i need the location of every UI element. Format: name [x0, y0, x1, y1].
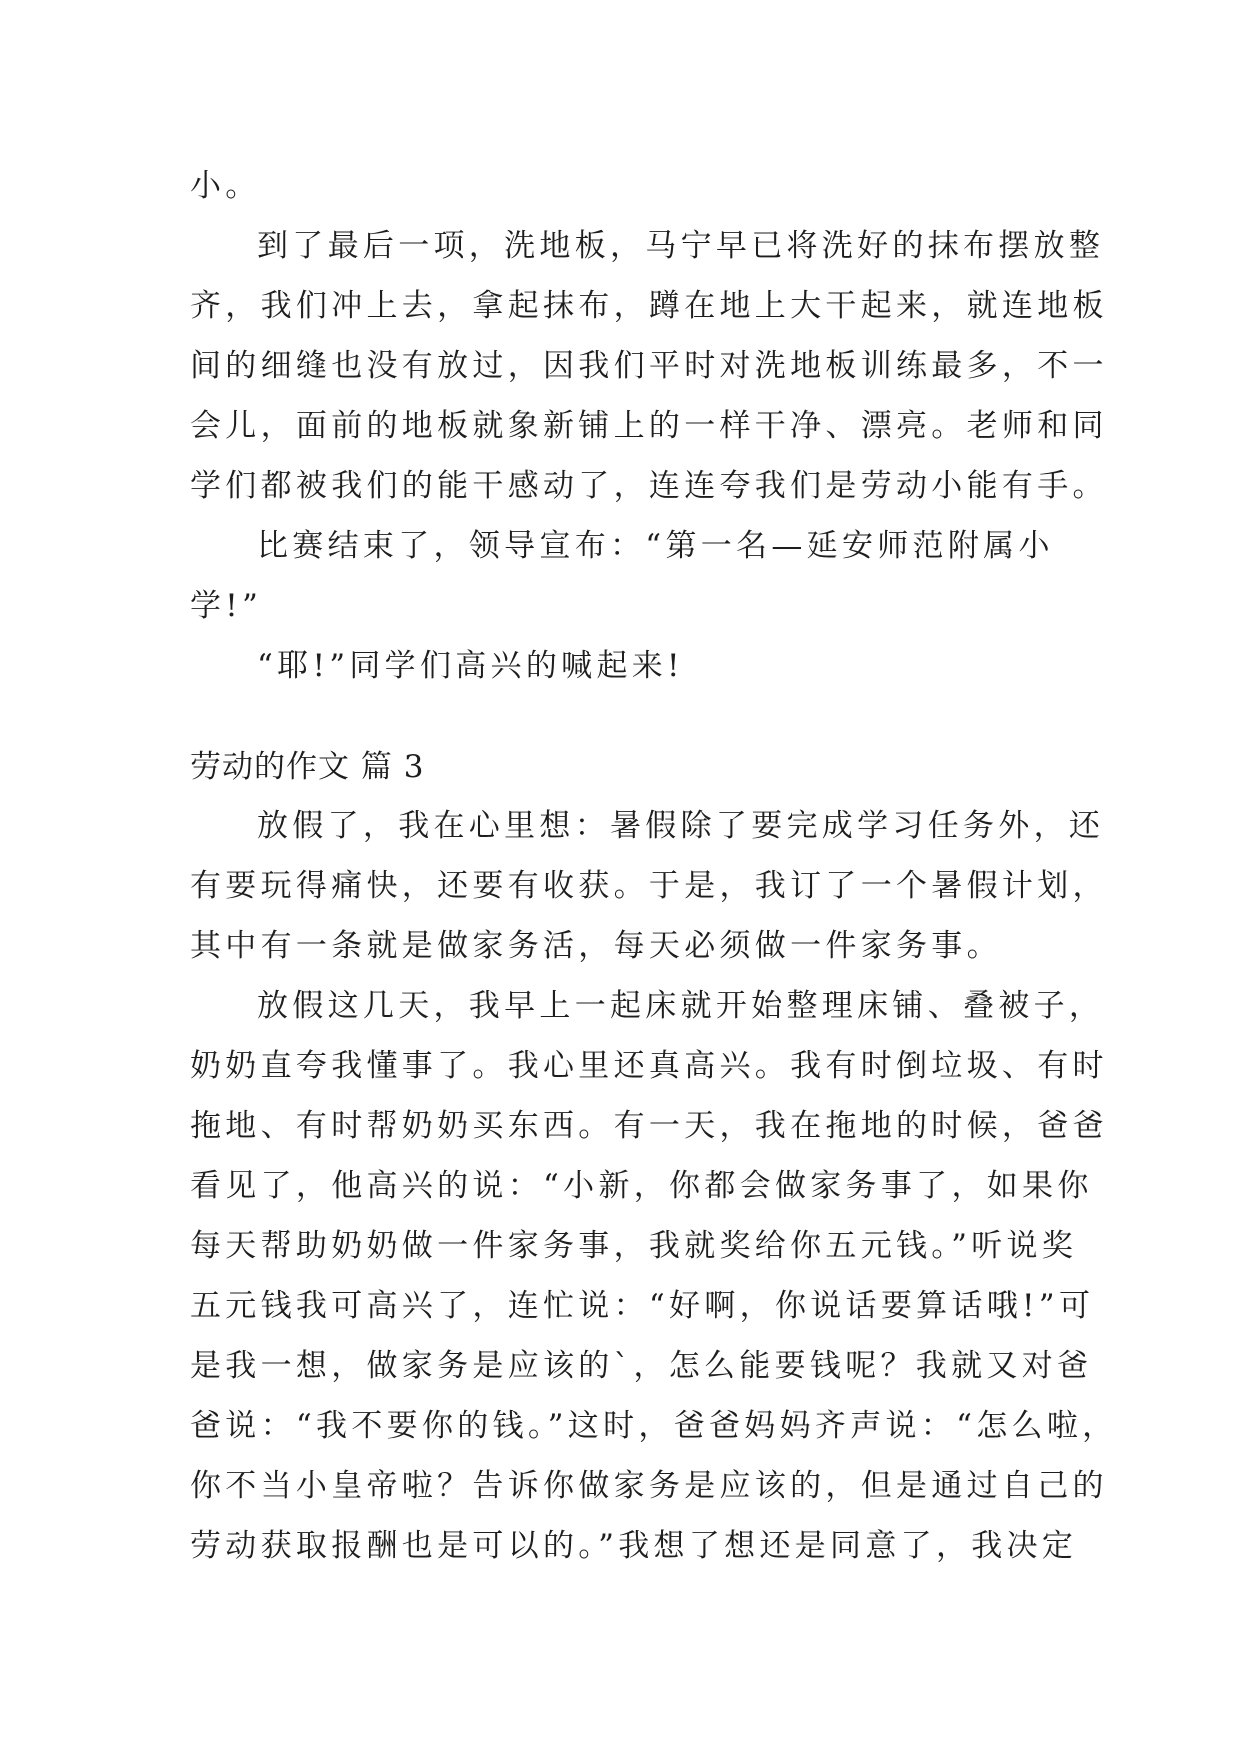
paragraph-start-line: 放假这几天，我早上一起床就开始整理床铺、叠被子， — [257, 988, 1105, 1024]
text-line: 学!” — [190, 588, 263, 624]
paragraph-start-line: “耶!”同学们高兴的喊起来! — [257, 648, 684, 684]
text-line: 劳动获取报酬也是可以的。”我想了想还是同意了，我决定 — [190, 1528, 1078, 1564]
text-line: 齐，我们冲上去，拿起抹布，蹲在地上大干起来，就连地板 — [190, 288, 1108, 324]
text-line: 有要玩得痛快，还要有收获。于是，我订了一个暑假计划， — [190, 868, 1108, 904]
text-line: 学们都被我们的能干感动了，连连夸我们是劳动小能有手。 — [190, 468, 1108, 504]
text-line: 拖地、有时帮奶奶买东西。有一天，我在拖地的时候，爸爸 — [190, 1108, 1108, 1144]
text-line: 其中有一条就是做家务活，每天必须做一件家务事。 — [190, 928, 1002, 964]
text-line: 每天帮助奶奶做一件家务事，我就奖给你五元钱。”听说奖 — [190, 1228, 1078, 1264]
paragraph-start-line: 放假了，我在心里想：暑假除了要完成学习任务外，还 — [257, 808, 1105, 844]
text-line: 是我一想，做家务是应该的`，怎么能要钱呢？我就又对爸 — [190, 1348, 1093, 1384]
section-heading: 劳动的作文 篇 3 — [190, 749, 425, 785]
text-line: 看见了，他高兴的说：“小新，你都会做家务事了，如果你 — [190, 1168, 1093, 1204]
text-line: 爸说：“我不要你的钱。”这时，爸爸妈妈齐声说：“怎么啦， — [190, 1408, 1118, 1444]
text-line: 奶奶直夸我懂事了。我心里还真高兴。我有时倒垃圾、有时 — [190, 1048, 1108, 1084]
text-line: 间的细缝也没有放过，因我们平时对洗地板训练最多，不一 — [190, 348, 1108, 384]
text-line: 小。 — [190, 168, 261, 204]
text-line: 五元钱我可高兴了，连忙说：“好啊，你说话要算话哦!”可 — [190, 1288, 1095, 1324]
text-line: 你不当小皇帝啦？告诉你做家务是应该的，但是通过自己的 — [190, 1468, 1108, 1504]
paragraph-start-line: 到了最后一项，洗地板，马宁早已将洗好的抹布摆放整 — [257, 228, 1105, 264]
text-line: 会儿，面前的地板就象新铺上的一样干净、漂亮。老师和同 — [190, 408, 1108, 444]
paragraph-start-line: 比赛结束了，领导宣布：“第一名—延安师范附属小 — [257, 528, 1054, 564]
